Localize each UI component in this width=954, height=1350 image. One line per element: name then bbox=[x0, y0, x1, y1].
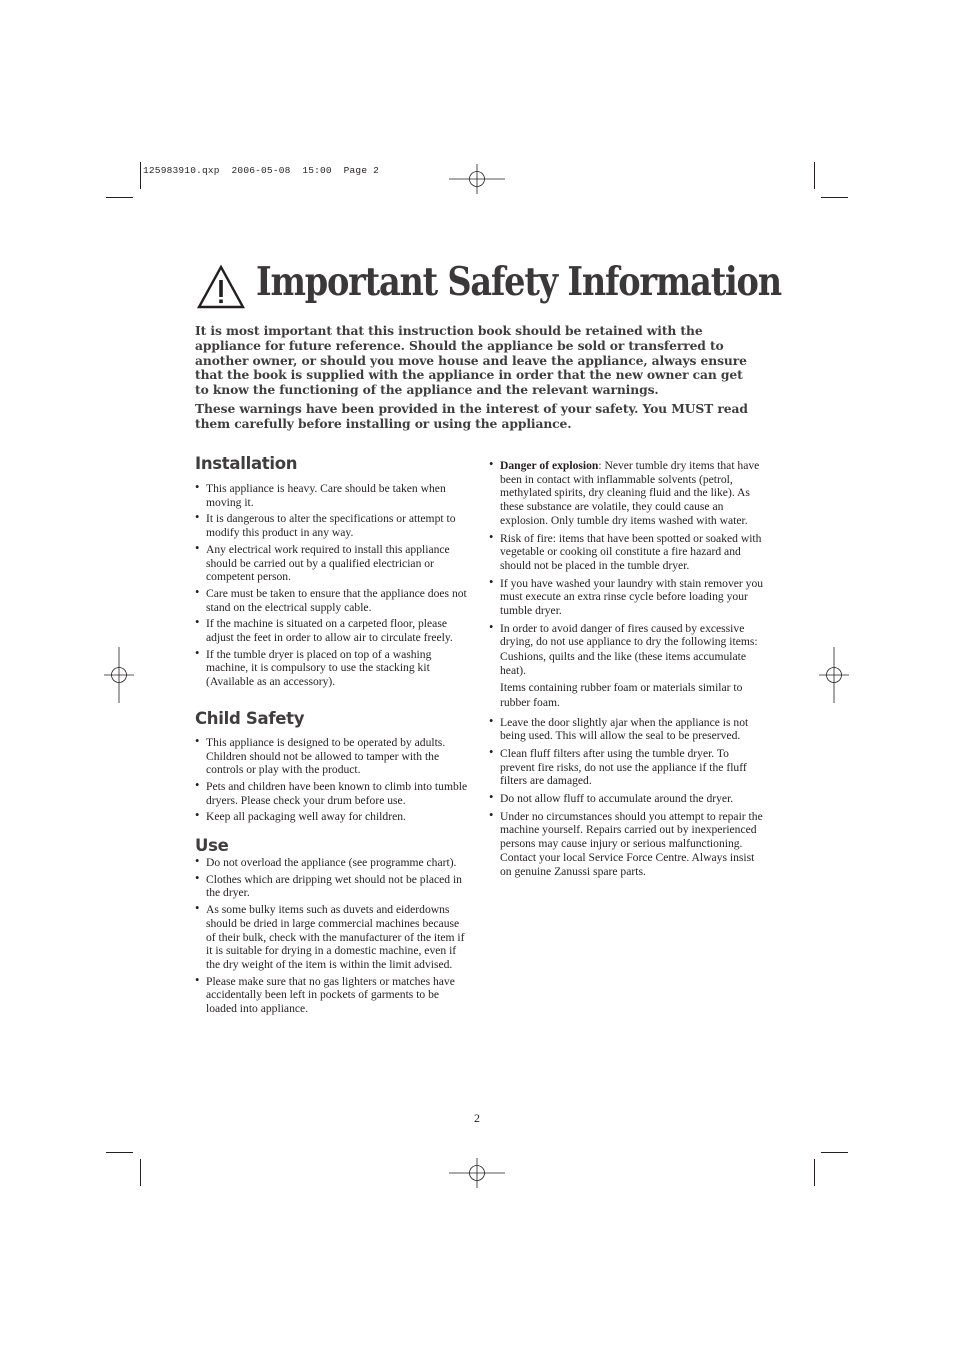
list-item: • If the tumble dryer is placed on top of a washing machine, it is compulsory to use the stacking kit (Available as an accessory). bbox=[195, 648, 470, 689]
excessive-drying-line: Items containing rubber foam or materials similar to rubber foam. bbox=[500, 680, 743, 709]
crop-mark bbox=[821, 197, 848, 198]
crop-mark bbox=[814, 162, 815, 189]
list-item: • Risk of fire: items that have been spotted or soaked with vegetable or cooking oil constitute a fire hazard and should not be placed in the tumble dryer. bbox=[489, 532, 764, 573]
list-item: • Please make sure that no gas lighters or matches have accidentally been left in pockets of garments to be loaded into appliance. bbox=[195, 975, 470, 1016]
crop-mark bbox=[106, 197, 133, 198]
intro-paragraph: It is most important that this instruction book should be retained with the appliance for future reference. Should the appliance be sold or transferred to another owner, or should you move house and leave the appliance, always ensure that the book is supplied with the appliance in order that the new owner can get to know the functioning of the appliance and the relevant warnings. bbox=[195, 323, 747, 398]
use-list bbox=[195, 856, 470, 1016]
list-item: • Under no circumstances should you attempt to repair the machine yourself. Repairs carried out by inexperienced persons may cause injury or serious malfunctioning. Contact your local Service Force Centre. Always insist on genuine Zanussi spare parts. bbox=[489, 810, 764, 879]
list-item-excessive-drying bbox=[489, 622, 764, 710]
title-block bbox=[196, 254, 781, 314]
list-item: • Clean fluff filters after using the tumble dryer. To prevent fire risks, do not use the appliance if the fluff filters are damaged. bbox=[489, 747, 764, 788]
safety-warnings-list bbox=[489, 459, 764, 878]
list-item: • Keep all packaging well away for children. bbox=[195, 810, 470, 824]
list-item-explosion bbox=[489, 459, 764, 528]
list-item: • Do not allow fluff to accumulate around the dryer. bbox=[489, 792, 764, 806]
list-item: • Pets and children have been known to climb into tumble dryers. Please check your drum before use. bbox=[195, 780, 470, 807]
list-item: • This appliance is heavy. Care should be taken when moving it. bbox=[195, 482, 470, 509]
list-item: • Do not overload the appliance (see programme chart). bbox=[195, 856, 470, 870]
list-item: • Care must be taken to ensure that the appliance does not stand on the electrical supply cable. bbox=[195, 587, 470, 614]
registration-mark-icon bbox=[449, 1158, 505, 1188]
section-heading-child-safety: Child Safety bbox=[195, 708, 305, 728]
section-heading-installation: Installation bbox=[195, 454, 298, 473]
explosion-lead: Danger of explosion bbox=[500, 459, 599, 472]
print-slug: 125983910.qxp 2006-05-08 15:00 Page 2 bbox=[143, 165, 380, 176]
list-item: • Any electrical work required to install this appliance should be carried out by a qualified electrician or competent person. bbox=[195, 543, 470, 584]
registration-mark-icon bbox=[104, 647, 134, 703]
list-item: • This appliance is designed to be operated by adults. Children should not be allowed to tamper with the controls or play with the product. bbox=[195, 736, 470, 777]
child-safety-list bbox=[195, 736, 470, 824]
excessive-drying-intro: • In order to avoid danger of fires caused by excessive drying, do not use appliance to dry the following items: bbox=[500, 621, 758, 649]
section-heading-use: Use bbox=[195, 836, 229, 856]
registration-mark-icon bbox=[819, 647, 849, 703]
page-title: Important Safety Information bbox=[256, 259, 781, 305]
crop-mark bbox=[140, 1159, 141, 1186]
list-item: • If the machine is situated on a carpeted floor, please adjust the feet in order to allow air to circulate freely. bbox=[195, 617, 470, 644]
crop-mark bbox=[821, 1152, 848, 1153]
list-item: • If you have washed your laundry with stain remover you must execute an extra rinse cycle before loading your tumble dryer. bbox=[489, 577, 764, 618]
crop-mark bbox=[106, 1152, 133, 1153]
intro-paragraph: These warnings have been provided in the interest of your safety. You MUST read them carefully before installing or using the appliance. bbox=[195, 401, 748, 431]
page-number: 2 bbox=[474, 1111, 480, 1125]
registration-mark-icon bbox=[449, 164, 505, 194]
crop-mark bbox=[140, 162, 141, 189]
crop-mark bbox=[814, 1159, 815, 1186]
right-column bbox=[489, 459, 764, 882]
list-item: • Clothes which are dripping wet should not be placed in the dryer. bbox=[195, 873, 470, 900]
explosion-text: : Never tumble dry items that have been in contact with inflammable solvents (petrol, methylated spirits, dry cleaning fluid and the like). As these substance are volatile, they could cause an explosion. Only tumble dry items washed with water. bbox=[500, 459, 760, 527]
warning-triangle-icon bbox=[196, 264, 246, 310]
list-item: • Leave the door slightly ajar when the appliance is not being used. This will allow the seal to be preserved. bbox=[489, 716, 764, 743]
left-column bbox=[195, 454, 470, 1019]
list-item: • As some bulky items such as duvets and eiderdowns should be dried in large commercial machines because of their bulk, check with the manufacturer of the item if it is suitable for drying in a domestic machine, even if the dry weight of the item is within the limit advised. bbox=[195, 903, 470, 972]
excessive-drying-line: Cushions, quilts and the like (these items accumulate heat). bbox=[500, 650, 746, 677]
installation-list bbox=[195, 482, 470, 689]
list-item: • It is dangerous to alter the specifications or attempt to modify this product in any way. bbox=[195, 512, 470, 539]
